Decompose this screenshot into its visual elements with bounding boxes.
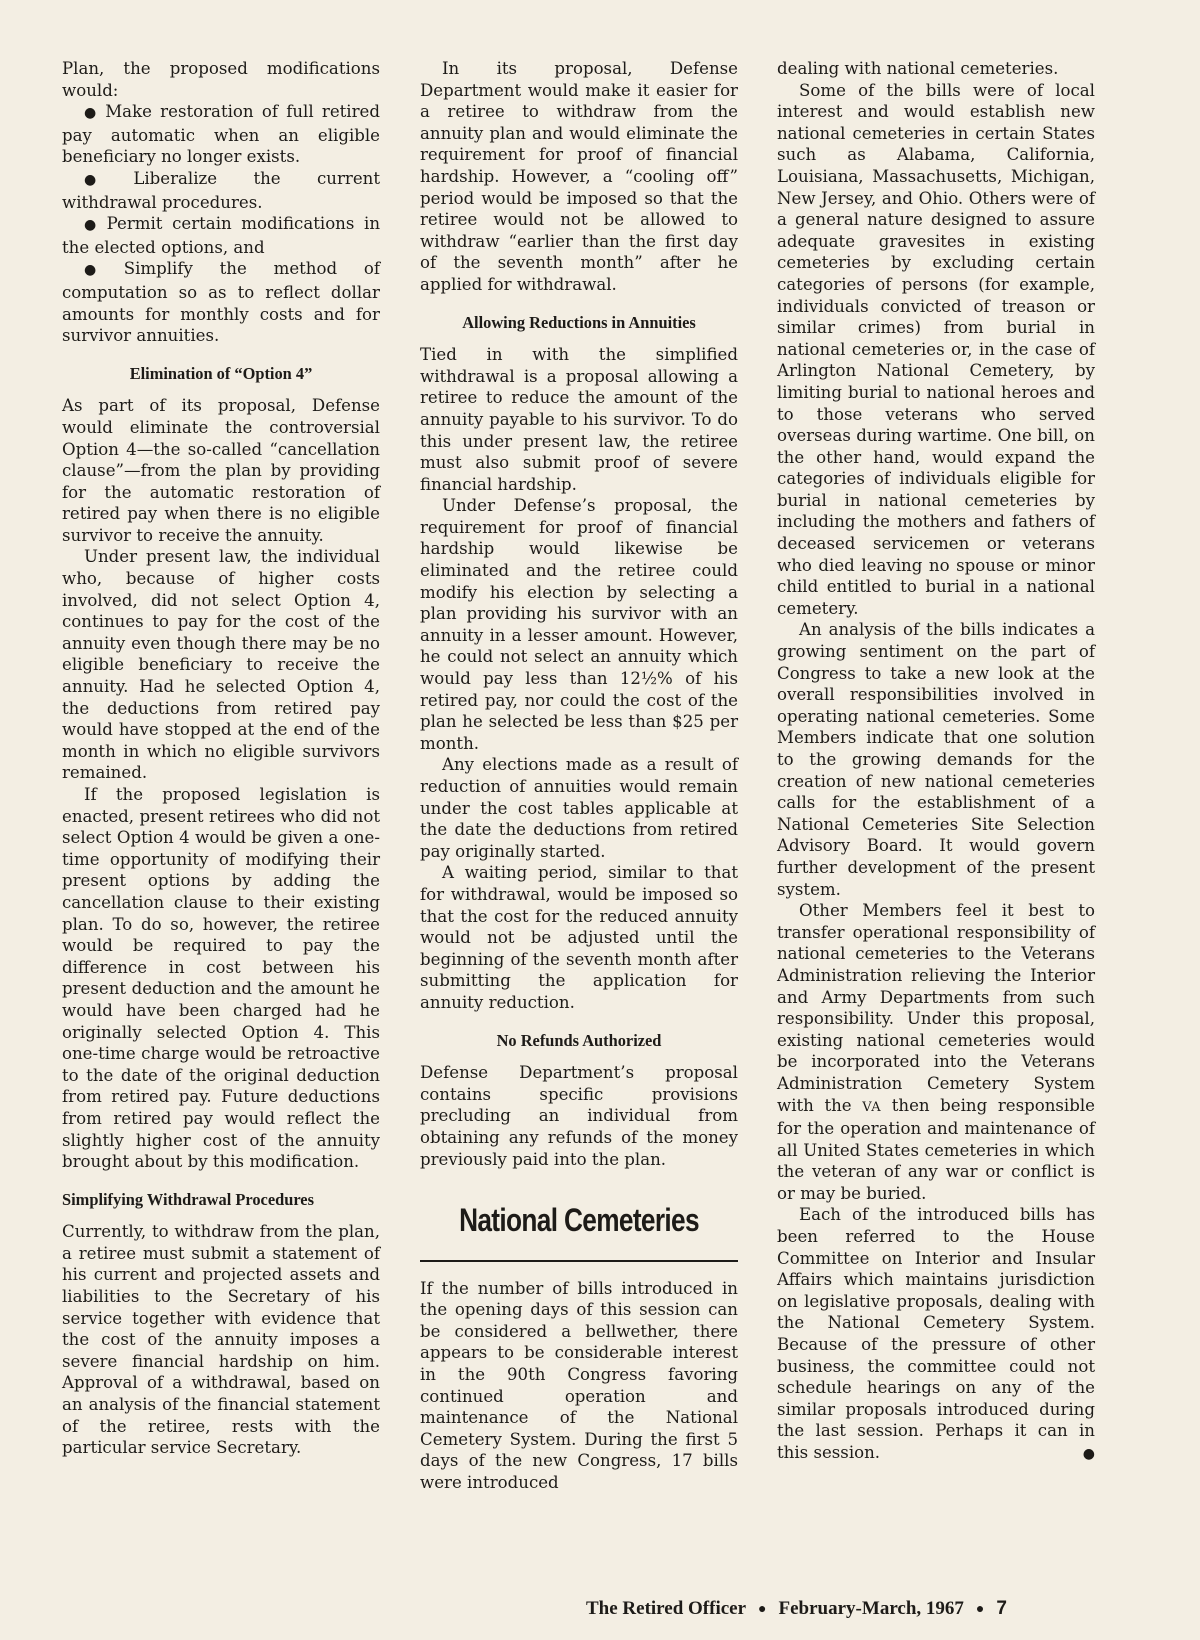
paragraph: Each of the introduced bills has been referred to the House Committee on Interior and Insular Affairs which maintains jurisdiction on legislative proposals, dealing with the National Cemetery System. Because of the pressure of other business, the committee could not schedule hearings on any of the similar proposals introduced during the last session. Perhaps it can in this session. ● — [777, 1204, 1095, 1463]
page-number: 7 — [996, 1598, 1007, 1619]
bullet-icon: ● — [84, 217, 101, 234]
paragraph: Any elections made as a result of reduction of annuities would remain under the cost tables applicable at the date the deductions from retired pay originally started. — [420, 755, 738, 861]
bullet-icon: ● — [975, 1601, 985, 1617]
publication-name: The Retired Officer — [586, 1598, 747, 1619]
subheading: No Refunds Authorized — [496, 1030, 662, 1050]
paragraph: Currently, to withdraw from the plan, a retiree must submit a statement of his current and projected assets and liabilities to the Secretary of his service together with evidence that the cost of the annuity imposes a severe financial hardship on him. Approval of a withdrawal, based on an analysis of the financial statement of the retiree, rests with the particular service Secretary. — [62, 1222, 380, 1458]
bullet-icon: ● — [758, 1601, 767, 1617]
subheading: Allowing Reductions in Annuities — [462, 312, 696, 332]
paragraph: As part of its proposal, Defense would eliminate the controversial Option 4—the so-called “cancellation clause”—from the plan by providing for the automatic restoration of retired pay when there is no eligible survivor to receive the annuity. — [62, 396, 380, 545]
paragraph: Tied in with the simplified withdrawal is a proposal allowing a retiree to reduce the amount of the annuity payable to his survivor. To do this under present law, the retiree must also submit proof of severe financial hardship. — [420, 345, 738, 494]
paragraph: Defense Department’s proposal contains specific provisions precluding an individual from obtaining any refunds of the money previously paid into the plan. — [420, 1063, 738, 1169]
issue-date: February-March, 1967 — [778, 1598, 964, 1619]
paragraph: Some of the bills were of local interest and would establish new national cemeteries in certain States such as Alabama, California, Louisiana, Massachusetts, Michigan, New Jersey, and Ohio. Others were of a general nature designed to assure adequate gravesites in existing cemeteries by excluding certain categories of persons (for example, individuals convicted of treason or similar crimes) from burial in national cemeteries or, in the case of Arlington National Cemetery, by limiting burial to national heroes and to those veterans who served overseas during wartime. One bill, on the other hand, would expand the categories of individuals eligible for burial in national cemeteries by including the mothers and fathers of deceased servicemen or veterans who died leaving no spouse or minor child entitled to burial in a national cemetery. — [777, 80, 1095, 618]
end-mark-icon: ● — [1082, 1446, 1095, 1462]
bullet-item: ● Simplify the method of computation so as to reflect dollar amounts for monthly costs and for survivor annuities. — [62, 259, 381, 346]
paragraph: If the proposed legislation is enacted, present retirees who did not select Option 4 would be given a one-time opportunity of modifying their present options by adding the cancellation clause to their existing plan. To do so, however, the retiree would be required to pay the difference in cost between his present deduction and the amount he would have been charged had he originally selected Option 4. This one-time charge would be retroactive to the date of the original deduction from retired pay. Future deductions from retired pay would reflect the slightly higher cost of the annuity brought about by this modification. — [62, 785, 380, 1172]
column-1 — [62, 58, 380, 1459]
subheading: Elimination of “Option 4” — [129, 363, 313, 383]
bullet-item: ● Liberalize the current withdrawal procedures. — [62, 168, 380, 212]
paragraph: Under present law, the individual who, because of higher costs involved, did not select Option 4, continues to pay for the cost of the annuity even though there may be no eligible beneficiary to receive the annuity. Had he selected Option 4, the deductions from retired pay would have stopped at the end of the month in which no eligible survivors remained. — [62, 547, 380, 783]
column-2 — [420, 58, 738, 1494]
bullet-icon: ● — [84, 171, 128, 188]
paragraph: dealing with national cemeteries. — [777, 59, 1059, 78]
section-title: National Cemeteries — [459, 1202, 699, 1239]
bullet-icon: ● — [84, 262, 118, 279]
bullet-item: ● Make restoration of full retired pay automatic when an eligible beneficiary no longer exists. — [62, 102, 380, 167]
paragraph: Under Defense’s proposal, the requirement for proof of financial hardship would likewise be eliminated and the retiree could modify his election by selecting a plan providing his survivor with an annuity in a lesser amount. However, he could not select an annuity which would pay less than 12½% of his retired pay, nor could the cost of the plan he selected be less than $25 per month. — [420, 496, 738, 753]
paragraph: An analysis of the bills indicates a growing sentiment on the part of Congress to take a new look at the overall responsibilities involved in operating national cemeteries. Some Members indicate that one solution to the growing demands for the creation of new national cemeteries calls for the establishment of a National Cemeteries Site Selection Advisory Board. It would govern further development of the present system. — [777, 620, 1095, 899]
bullet-icon: ● — [84, 105, 100, 122]
column-3 — [777, 58, 1095, 1466]
subheading: Simplifying Withdrawal Procedures — [62, 1189, 314, 1209]
paragraph: If the number of bills introduced in the opening days of this session can be considered a bellwether, there appears to be considerable interest in the 90th Congress favoring continued operation and maintenance of the National Cemetery System. During the first 5 days of the new Congress, 17 bills were introduced — [420, 1278, 738, 1493]
paragraph: Other Members feel it best to transfer operational responsibility of national cemeteries to the Veterans Administration relieving the Interior and Army Departments from such responsibility. Under this proposal, existing national cemeteries would be incorporated into the Veterans Administration Cemetery System with the VA then being responsible for the operation and maintenance of all United States cemeteries in which the veteran of any war or conflict is or may be buried. — [777, 901, 1095, 1203]
page-footer — [586, 1598, 1146, 1620]
va-abbreviation: VA — [862, 1099, 882, 1115]
bullet-item: ● Permit certain modifications in the elected options, and — [62, 214, 381, 257]
section-divider — [420, 1260, 738, 1262]
paragraph: Plan, the proposed modifications would: — [62, 59, 380, 100]
paragraph: A waiting period, similar to that for withdrawal, would be imposed so that the cost for the reduced annuity would not be adjusted until the beginning of the seventh month after submitting the application for annuity reduction. — [420, 863, 738, 1012]
paragraph: In its proposal, Defense Department would make it easier for a retiree to withdraw from the annuity plan and would eliminate the requirement for proof of financial hardship. However, a “cooling off” period would be imposed so that the retiree would not be allowed to withdraw “earlier than the first day of the seventh month” after he applied for withdrawal. — [420, 59, 738, 294]
